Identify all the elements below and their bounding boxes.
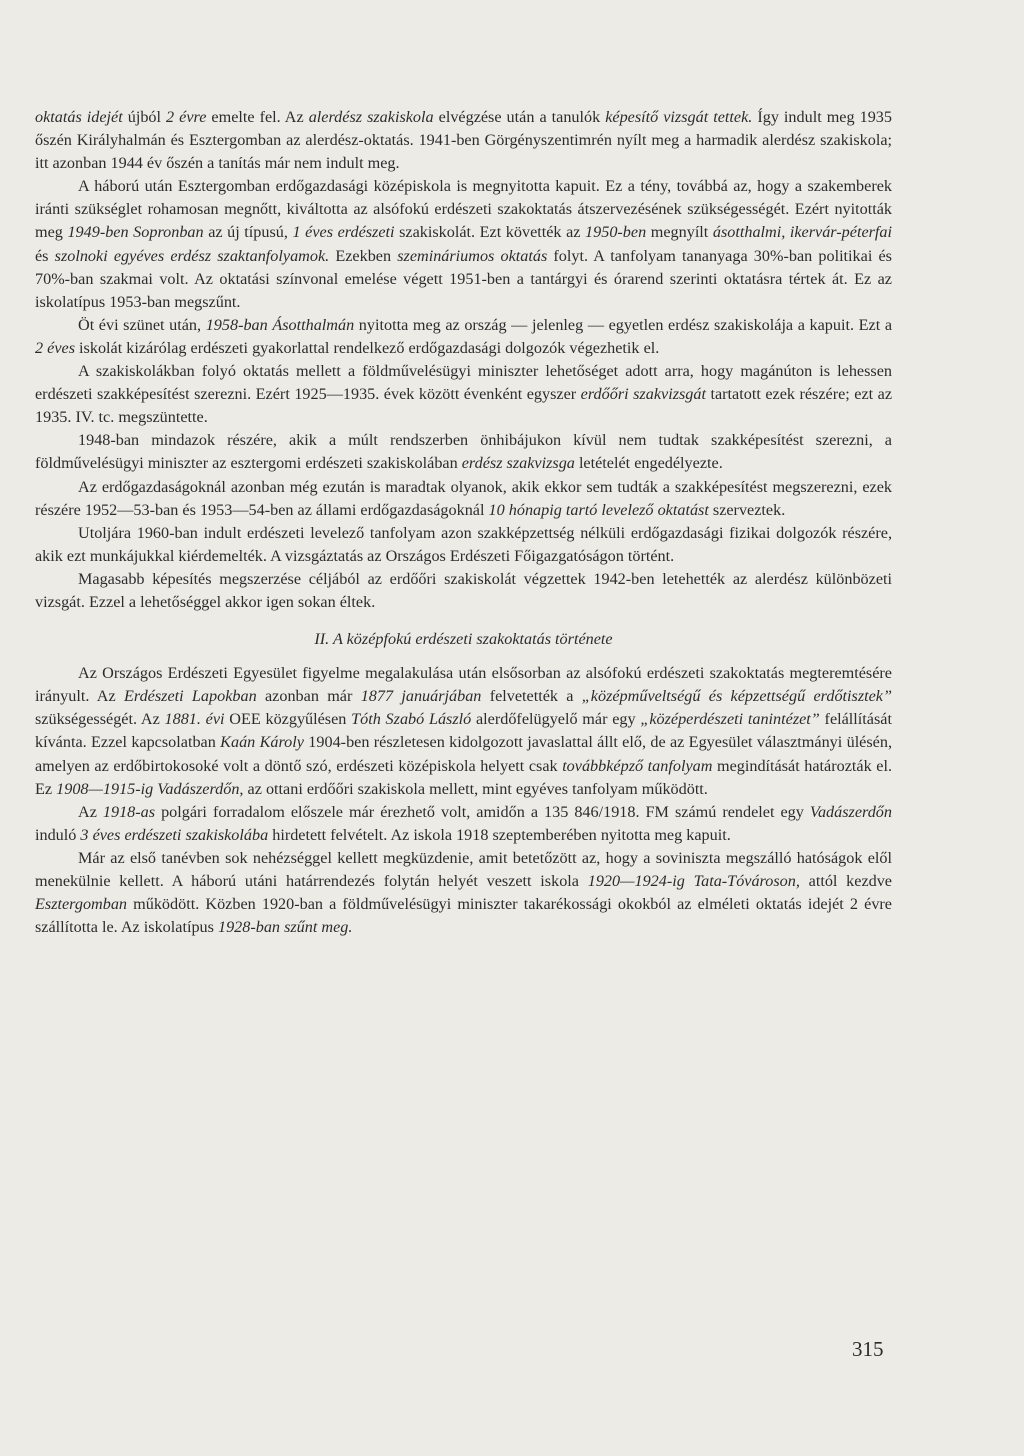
text-run: Az: [78, 802, 103, 821]
text-run: azonban már: [256, 687, 361, 706]
paragraph: [35, 106, 892, 175]
text-run: működött. Közben 1920-ban a földművelésügyi miniszter takarékossági okokból az elméleti oktatás idejét 2 évre szállította le. Az iskolatípus: [35, 895, 892, 937]
text-run: induló: [35, 825, 81, 844]
text-run: az ottani erdőőri szakiskola mellett, mint egyéves tanfolyam működött.: [243, 779, 708, 798]
italic-text-run: szolnoki egyéves erdész szaktanfolyamok.: [54, 246, 330, 265]
text-run: A háború után Esztergomban erdőgazdasági középiskola is megnyitotta kapuit. Ez a tény, továbbá az, hogy a szakemberek iránti szükséglet rohamosan megnőtt, kiváltotta az alsófokú erdészeti szakoktatás átszervezésének szükségességét. Ezért nyitották meg: [35, 177, 892, 242]
italic-text-run: 2 évre: [166, 108, 207, 126]
italic-text-run: 1918-as: [102, 802, 156, 821]
text-run: elvégzése után a tanulók: [433, 108, 606, 126]
italic-text-run: 3 éves erdészeti szakiskolába: [80, 825, 269, 844]
text-run: Az erdőgazdaságoknál azonban még ezután is maradtak olyanok, akik ekkor sem tudták a szakképesítést megszerezni, ezek részére 1952—53-ban és 1953—54-ben az állami erdőgazdaságoknál: [35, 477, 892, 519]
italic-text-run: képesítő vizsgát tettek.: [605, 108, 753, 126]
paragraph: [35, 360, 892, 429]
page-number: 315: [852, 1337, 884, 1361]
italic-text-run: Tóth Szabó László: [351, 710, 472, 729]
text-run: megindítását határozták el. Ez: [35, 756, 892, 798]
paragraph: [35, 522, 892, 568]
text-run: és: [35, 246, 55, 265]
italic-text-run: „középerdészeti tanintézet”: [640, 710, 820, 729]
italic-text-run: továbbképző tanfolyam: [562, 756, 713, 775]
paragraph: [35, 314, 892, 360]
italic-text-run: 1 éves erdészeti: [292, 223, 395, 242]
text-run: iskolát kizárólag erdészeti gyakorlattal rendelkező erdőgazdasági dolgozók végezhetik el.: [75, 338, 660, 357]
text-run: hirdetett felvételt. Az iskola 1918 szeptemberében nyitotta meg kapuit.: [268, 825, 731, 844]
paragraph: [35, 568, 892, 614]
text-run: tartatott ezek részére; ezt az 1935. IV. tc. megszüntette.: [35, 385, 893, 427]
text-run: alerdőfelügyelő már egy: [471, 710, 641, 729]
text-run: Így indult meg 1935 őszén Királyhalmán és Esztergomban az alerdész-oktatás. 1941-ben Görgényszentimrén nyílt meg a harmadik alerdész szakiskola; itt azonban 1944 év őszén a tanítás már nem indult meg.: [35, 108, 892, 173]
paragraph: [35, 429, 892, 475]
italic-text-run: ásotthalmi, ikervár-péterfai: [712, 223, 893, 242]
text-run: attól kezdve: [799, 872, 892, 890]
text-run: letételét engedélyezte.: [574, 454, 723, 473]
text-run: szerveztek.: [708, 500, 786, 519]
paragraph: [35, 662, 892, 801]
text-run: nyitotta meg az ország — jelenleg — egyetlen erdész szakiskolája a kapuit. Ezt a: [354, 315, 893, 334]
italic-text-run: oktatás idejét: [35, 108, 123, 126]
italic-text-run: 1949-ben Sopronban: [67, 223, 204, 242]
italic-text-run: 10 hónapig tartó levelező oktatást: [488, 500, 709, 519]
text-run: Utoljára 1960-ban indult erdészeti levelező tanfolyam azon szakképzettség nélküli erdőgazdasági fizikai dolgozók részére, akik ezt munkájukkal kiérdemelték. A vizsgáztatás az Országos Erdészeti Főigazgatóságon történt.: [35, 523, 892, 565]
text-run: szükségességét. Az: [35, 710, 165, 729]
italic-text-run: 1908—1915-ig Vadászerdőn,: [56, 779, 244, 798]
text-run: Magasabb képesítés megszerzése céljából az erdőőri szakiskolát végzettek 1942-ben letehették az alerdész különbözeti vizsgát. Ezzel a lehetőséggel akkor igen sokan éltek.: [35, 569, 892, 611]
text-run: folyt. A tanfolyam tananyaga 30%-ban politikai és 70%-ban szakmai volt. Az oktatási színvonal emelése végett 1951-ben a tantárgyi és órarend szerinti oktatásra tértek át. Ez az iskolatípus 1953-ban megszűnt.: [35, 246, 892, 311]
page-body-text: [35, 106, 892, 939]
text-run: A szakiskolákban folyó oktatás mellett a földművelésügyi miniszter lehetőséget adott arra, hogy magánúton is lehessen erdészeti szakképesítést szerezni. Ezért 1925—1935. évek között évenként egyszer: [35, 362, 892, 404]
text-run: Öt évi szünet után,: [78, 315, 206, 334]
italic-text-run: 1950-ben: [585, 223, 647, 242]
text-run: felállítását kívánta. Ezzel kapcsolatban: [35, 710, 892, 752]
paragraph: [35, 847, 892, 939]
italic-text-run: 1881. évi: [164, 710, 225, 729]
italic-text-run: Esztergomban: [35, 895, 128, 914]
italic-text-run: II. A középfokú erdészeti szakoktatás története: [314, 630, 613, 649]
italic-text-run: Kaán Károly: [220, 733, 304, 752]
italic-text-run: „középműveltségű és képzettségű erdőtisztek”: [581, 687, 892, 706]
italic-text-run: 1877 januárjában: [360, 687, 482, 706]
italic-text-run: erdész szakvizsga: [461, 454, 575, 473]
paragraph: [35, 175, 892, 314]
text-run: emelte fel. Az: [206, 108, 309, 126]
text-run: felvetették a: [481, 687, 582, 706]
text-run: Ezekben: [329, 246, 398, 265]
text-run: OEE közgyűlésen: [224, 710, 352, 729]
italic-text-run: erdőőri szakvizsgát: [580, 385, 706, 404]
text-run: polgári forradalom előszele már érezhető volt, amidőn a 135 846/1918. FM számú rendelet egy: [155, 802, 810, 821]
italic-text-run: 1920—1924-ig Tata-Tóvároson,: [587, 872, 800, 890]
text-run: megnyílt: [646, 223, 713, 242]
text-run: 1904-ben részletesen kidolgozott javaslattal állt elő, de az Egyesület választmányi ülésén, amelyen az erdőbirtokosoké volt a döntő szó, erdészeti középiskola helyett csak: [35, 733, 892, 775]
italic-text-run: 2 éves: [35, 338, 75, 357]
paragraph: [35, 801, 892, 847]
italic-text-run: szemináriumos oktatás: [397, 246, 548, 265]
italic-text-run: 1928-ban szűnt meg.: [217, 918, 353, 937]
paragraph: [35, 476, 892, 522]
text-run: az új típusú,: [203, 223, 293, 242]
text-run: szakiskolát. Ezt követték az: [394, 223, 586, 242]
italic-text-run: alerdész szakiskola: [308, 108, 434, 126]
section-heading: [35, 628, 892, 651]
italic-text-run: 1958-ban Ásotthalmán: [205, 315, 355, 334]
text-run: 1948-ban mindazok részére, akik a múlt rendszerben önhibájukon kívül nem tudtak szakképesítést szerezni, a földművelésügyi miniszter az esztergomi erdészeti szakiskolában: [35, 431, 892, 473]
text-run: újból: [122, 108, 167, 126]
italic-text-run: Erdészeti Lapokban: [123, 687, 257, 706]
text-run: Az Országos Erdészeti Egyesület figyelme megalakulása után elsősorban az alsófokú erdészeti szakoktatás megteremtésére irányult. Az: [35, 664, 892, 706]
italic-text-run: Vadászerdőn: [809, 802, 892, 821]
text-run: Már az első tanévben sok nehézséggel kellett megküzdenie, amit betetőzött az, hogy a soviniszta megszálló hatóságok elől menekülnie kellett. A háború utáni határrendezés folytán helyét veszett iskola: [35, 848, 892, 890]
